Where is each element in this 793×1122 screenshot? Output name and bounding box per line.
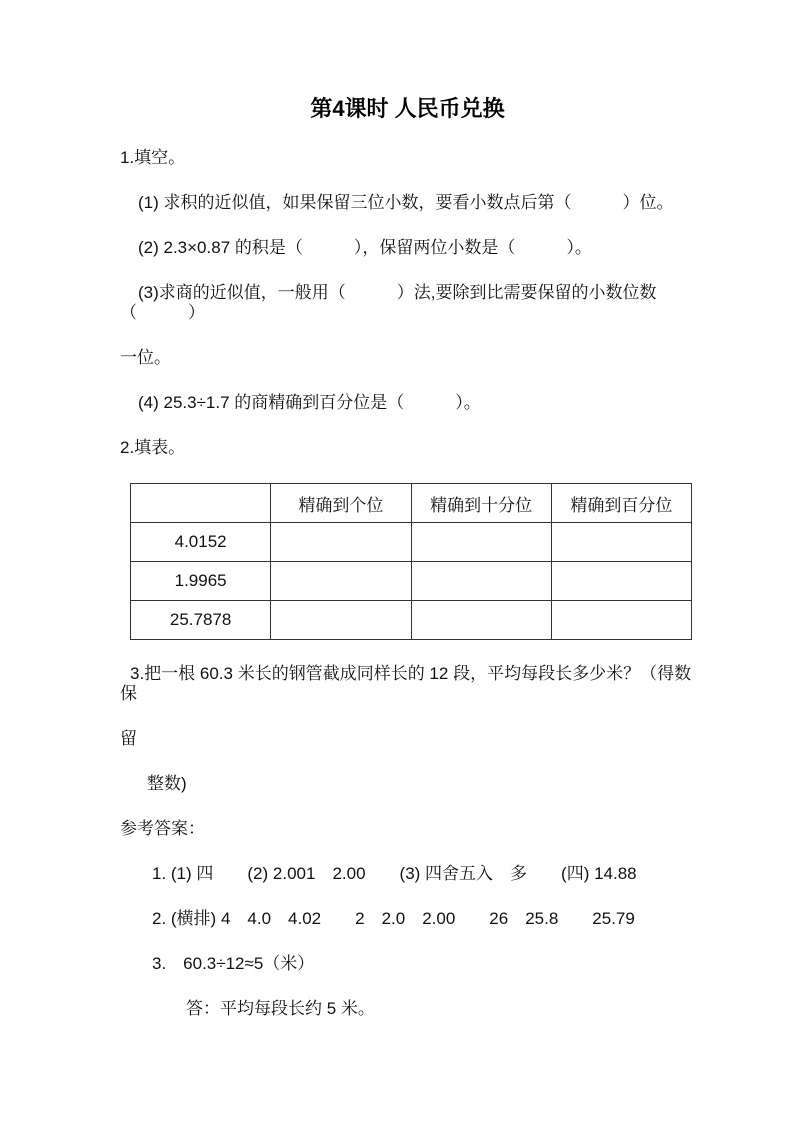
table-header-tenths: 精确到十分位: [411, 484, 551, 523]
table-cell-empty: [551, 523, 691, 562]
table-cell-empty: [271, 601, 411, 640]
table-row-label: 25.7878: [131, 601, 271, 640]
table-row-label: 1.9965: [131, 562, 271, 601]
table-header-hundredths: 精确到百分位: [551, 484, 691, 523]
q3-line-2: 留: [120, 729, 137, 748]
table-row: [131, 523, 692, 562]
q2-heading: 2.填表。: [120, 438, 186, 457]
answer-line-3: 3. 60.3÷12≈5（米）: [152, 954, 315, 973]
answer-line-1: 1. (1) 四 (2) 2.001 2.00 (3) 四舍五入 多 (四) 14.88: [152, 864, 637, 883]
table-row: [131, 562, 692, 601]
table-header-row: [131, 484, 692, 523]
answer-line-4: 答：平均每段长约 5 米。: [186, 999, 375, 1018]
q3-line-3: 整数): [147, 774, 187, 793]
table-cell-empty: [551, 562, 691, 601]
table-row: [131, 601, 692, 640]
table-cell-empty: [271, 562, 411, 601]
q1-item-2: (2) 2.3×0.87 的积是（ ），保留两位小数是（ ）。: [138, 238, 592, 257]
table-cell-empty: [551, 601, 691, 640]
table-header-blank: [131, 484, 271, 523]
page-title: 第4课时 人民币兑换: [310, 96, 505, 121]
q1-item-4: (4) 25.3÷1.7 的商精确到百分位是（ ）。: [138, 393, 481, 412]
table-cell-empty: [411, 523, 551, 562]
q1-item-3: (3)求商的近似值，一般用（ ）法,要除到比需要保留的小数位数（ ）: [120, 283, 657, 322]
q1-item-3-wrap: 一位。: [120, 348, 171, 367]
table-cell-empty: [411, 562, 551, 601]
table-row-label: 4.0152: [131, 523, 271, 562]
q1-heading: 1.填空。: [120, 148, 186, 167]
answers-heading: 参考答案：: [120, 819, 205, 838]
rounding-table: [130, 483, 692, 640]
q1-item-1: (1) 求积的近似值，如果保留三位小数，要看小数点后第（ ）位。: [138, 193, 674, 212]
table-header-ones: 精确到个位: [271, 484, 411, 523]
table-cell-empty: [271, 523, 411, 562]
answer-line-2: 2. (横排) 4 4.0 4.02 2 2.0 2.00 26 25.8 25.79: [152, 909, 635, 928]
q3-line-1: 3.把一根 60.3 米长的钢管截成同样长的 12 段，平均每段长多少米？（得数保: [120, 664, 692, 703]
table-cell-empty: [411, 601, 551, 640]
